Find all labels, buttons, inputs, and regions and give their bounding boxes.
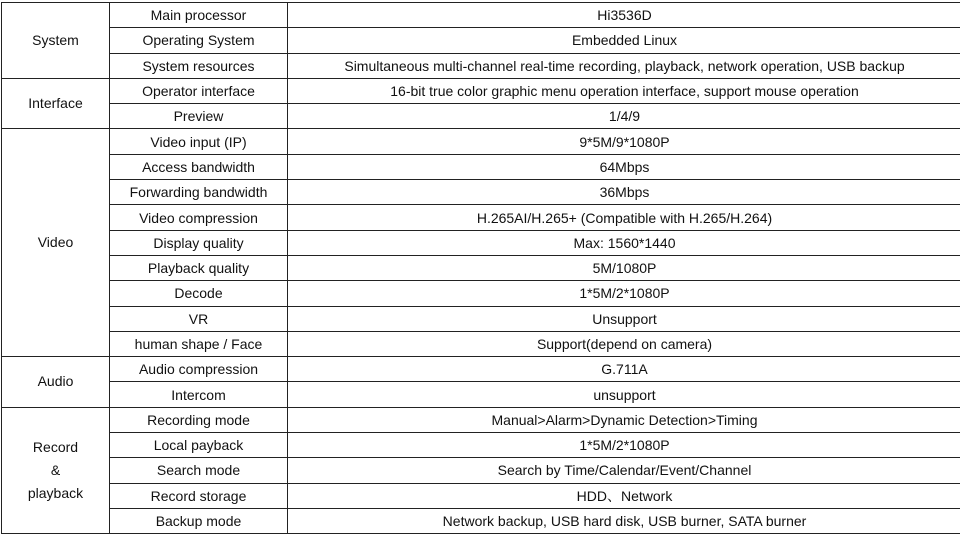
spec-item: System resources — [110, 53, 288, 78]
category-label-line-3: playback — [27, 484, 84, 501]
category-video — [2, 129, 110, 357]
category-audio — [2, 357, 110, 408]
spec-item: Audio compression — [110, 357, 288, 382]
table-row — [2, 154, 960, 179]
spec-value: 9*5M/9*1080P — [288, 129, 960, 154]
spec-value: HDD、Network — [288, 483, 960, 508]
table-row — [2, 104, 960, 129]
table-row — [2, 180, 960, 205]
spec-table — [1, 2, 960, 534]
spec-value: Unsupport — [288, 306, 960, 331]
table-row — [2, 230, 960, 255]
spec-value: 16-bit true color graphic menu operation interface, support mouse operation — [288, 78, 960, 103]
table-row — [2, 357, 960, 382]
spec-item: Recording mode — [110, 407, 288, 432]
spec-value: unsupport — [288, 382, 960, 407]
spec-table-body — [2, 3, 960, 534]
category-label: System — [32, 31, 79, 48]
table-row — [2, 306, 960, 331]
spec-value: 1*5M/2*1080P — [288, 281, 960, 306]
table-row — [2, 28, 960, 53]
category-label: Video — [37, 234, 74, 251]
spec-item: Display quality — [110, 230, 288, 255]
table-row — [2, 78, 960, 103]
spec-item: Intercom — [110, 382, 288, 407]
spec-value: Simultaneous multi-channel real-time recording, playback, network operation, USB backup — [288, 53, 960, 78]
table-row — [2, 433, 960, 458]
spec-item: Playback quality — [110, 255, 288, 280]
spec-item: Decode — [110, 281, 288, 306]
spec-value: Search by Time/Calendar/Event/Channel — [288, 458, 960, 483]
table-row — [2, 458, 960, 483]
category-label: Interface — [28, 95, 83, 112]
spec-value: Manual>Alarm>Dynamic Detection>Timing — [288, 407, 960, 432]
spec-value: 5M/1080P — [288, 255, 960, 280]
spec-value: H.265AI/H.265+ (Compatible with H.265/H.264) — [288, 205, 960, 230]
category-system — [2, 3, 110, 79]
table-row — [2, 255, 960, 280]
table-row — [2, 3, 960, 28]
spec-value: Support(depend on camera) — [288, 331, 960, 356]
spec-item: Forwarding bandwidth — [110, 180, 288, 205]
table-row — [2, 508, 960, 533]
spec-item: Operating System — [110, 28, 288, 53]
table-row — [2, 205, 960, 230]
category-record-playback — [2, 407, 110, 533]
spec-value: Network backup, USB hard disk, USB burner, SATA burner — [288, 508, 960, 533]
spec-item: Record storage — [110, 483, 288, 508]
spec-item: Video compression — [110, 205, 288, 230]
table-row — [2, 281, 960, 306]
spec-value: 64Mbps — [288, 154, 960, 179]
category-label-line-2: & — [50, 461, 61, 478]
spec-value: Embedded Linux — [288, 28, 960, 53]
table-row — [2, 331, 960, 356]
spec-item: Backup mode — [110, 508, 288, 533]
spec-value: 1*5M/2*1080P — [288, 433, 960, 458]
spec-item: human shape / Face — [110, 331, 288, 356]
spec-item: Local payback — [110, 433, 288, 458]
category-interface — [2, 78, 110, 129]
table-row — [2, 53, 960, 78]
spec-value: G.711A — [288, 357, 960, 382]
table-row — [2, 407, 960, 432]
spec-item: Operator interface — [110, 78, 288, 103]
spec-value: Hi3536D — [288, 3, 960, 28]
table-row — [2, 483, 960, 508]
spec-item: Main processor — [110, 3, 288, 28]
spec-item: Video input (IP) — [110, 129, 288, 154]
spec-value: 36Mbps — [288, 180, 960, 205]
table-row — [2, 129, 960, 154]
spec-item: VR — [110, 306, 288, 331]
category-label-line-1: Record — [32, 438, 79, 455]
category-label: Audio — [37, 373, 74, 390]
spec-value: 1/4/9 — [288, 104, 960, 129]
spec-item: Access bandwidth — [110, 154, 288, 179]
spec-value: Max: 1560*1440 — [288, 230, 960, 255]
spec-item: Preview — [110, 104, 288, 129]
spec-item: Search mode — [110, 458, 288, 483]
table-row — [2, 382, 960, 407]
